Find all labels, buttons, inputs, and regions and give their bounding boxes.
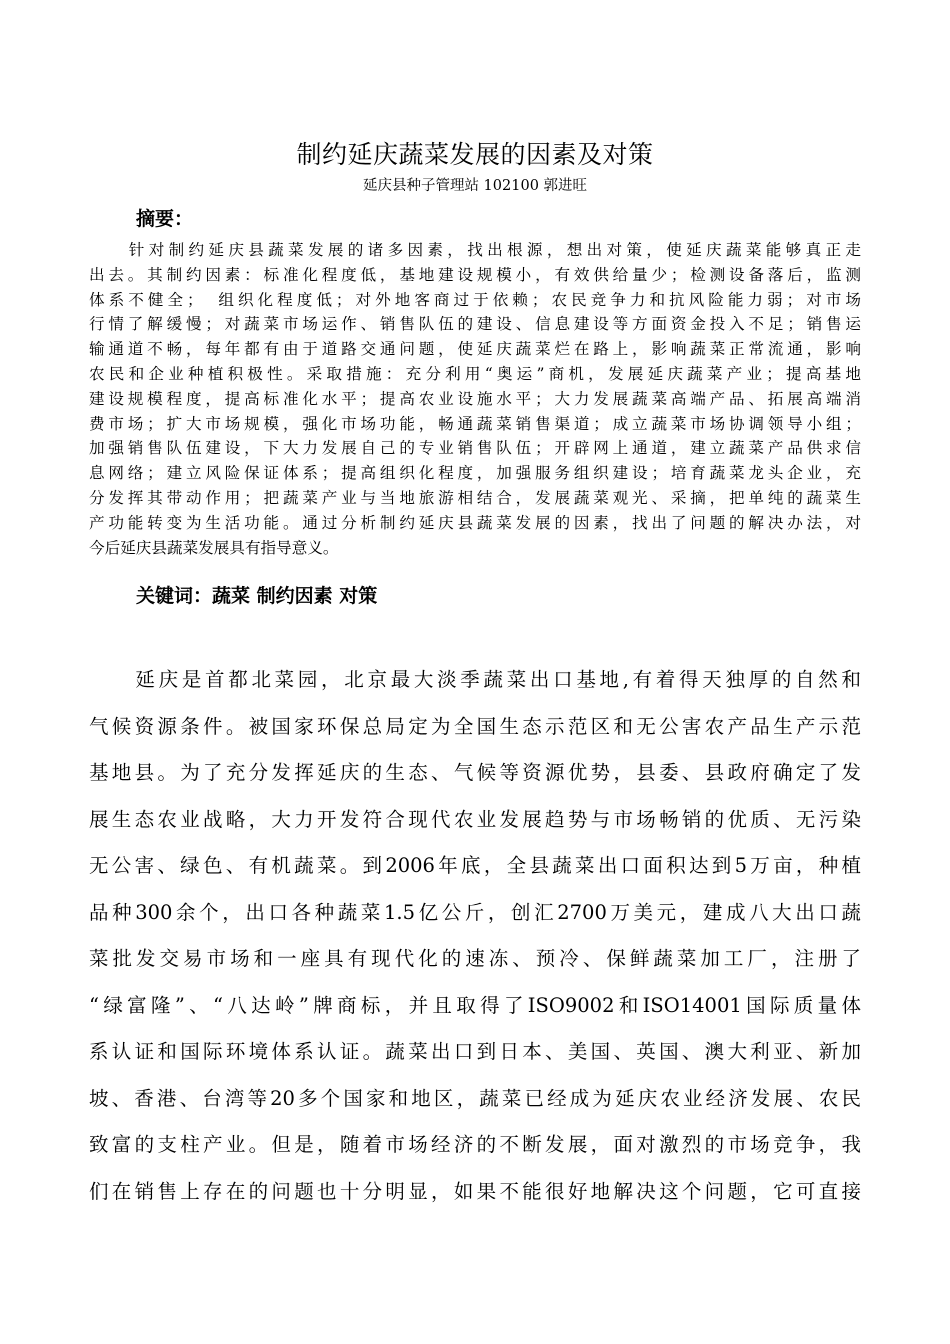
- abstract-line: 行情了解缓慢；对蔬菜市场运作、销售队伍的建设、信息建设等方面资金投入不足；销售运: [89, 315, 861, 334]
- body-line: 基地县。为了充分发挥延庆的生态、气候等资源优势，县委、县政府确定了发: [89, 761, 861, 784]
- abstract-line: 产功能转变为生活功能。通过分析制约延庆县蔬菜发展的因素，找出了问题的解决办法，对: [89, 513, 861, 532]
- body-line: 无公害、绿色、有机蔬菜。到2006年底，全县蔬菜出口面积达到5万亩，种植: [89, 854, 861, 877]
- body-line: 气候资源条件。被国家环保总局定为全国生态示范区和无公害农产品生产示范: [89, 714, 861, 738]
- abstract-line: 分发挥其带动作用；把蔬菜产业与当地旅游相结合，发展蔬菜观光、采摘，把单纯的蔬菜生: [89, 488, 861, 507]
- body-line: 延庆是首都北菜园，北京最大淡季蔬菜出口基地,有着得天独厚的自然和: [89, 668, 861, 691]
- abstract-line: 体系不健全； 组织化程度低；对外地客商过于依赖；农民竞争力和抗风险能力弱；对市场: [89, 290, 861, 309]
- body-line: 菜批发交易市场和一座具有现代化的速冻、预冷、保鲜蔬菜加工厂，注册了: [89, 947, 861, 970]
- abstract-heading: 摘要：: [136, 208, 194, 230]
- body-line: 品种300余个，出口各种蔬菜1.5亿公斤，创汇2700万美元，建成八大出口蔬: [89, 900, 861, 924]
- abstract-paragraph: [89, 238, 861, 560]
- abstract-line: 息网络；建立风险保证体系；提高组织化程度，加强服务组织建设；培育蔬菜龙头企业，充: [89, 464, 861, 483]
- abstract-line: 出去。其制约因素：标准化程度低，基地建设规模小，有效供给量少；检测设备落后，监测: [89, 265, 861, 284]
- abstract-line: 今后延庆县蔬菜发展具有指导意义。: [89, 538, 339, 557]
- body-line: 致富的支柱产业。但是，随着市场经济的不断发展，面对激烈的市场竞争，我: [89, 1133, 861, 1156]
- abstract-line: 针对制约延庆县蔬菜发展的诸多因素，找出根源，想出对策，使延庆蔬菜能够真正走: [89, 241, 861, 259]
- keywords-line: 关键词：蔬菜 制约因素 对策: [136, 585, 378, 607]
- body-line: 们在销售上存在的问题也十分明显，如果不能很好地解决这个问题，它可直接: [89, 1179, 861, 1203]
- abstract-line: 加强销售队伍建设，下大力发展自己的专业销售队伍；开辟网上通道，建立蔬菜产品供求信: [89, 439, 861, 458]
- abstract-line: 输通道不畅，每年都有由于道路交通问题，使延庆蔬菜烂在路上，影响蔬菜正常流通，影响: [89, 340, 861, 359]
- abstract-line: 农民和企业种植积极性。采取措施：充分利用“奥运”商机，发展延庆蔬菜产业；提高基地: [89, 364, 861, 383]
- body-line: 坡、香港、台湾等20多个国家和地区，蔬菜已经成为延庆农业经济发展、农民: [89, 1086, 861, 1110]
- body-line: “绿富隆”、“八达岭”牌商标，并且取得了ISO9002和ISO14001国际质量体: [89, 993, 861, 1017]
- abstract-line: 费市场；扩大市场规模，强化市场功能，畅通蔬菜销售渠道；成立蔬菜市场协调领导小组；: [89, 414, 861, 433]
- document-title: 制约延庆蔬菜发展的因素及对策: [296, 140, 654, 169]
- body-line: 系认证和国际环境体系认证。蔬菜出口到日本、美国、英国、澳大利亚、新加: [89, 1040, 861, 1063]
- body-line: 展生态农业战略，大力开发符合现代农业发展趋势与市场畅销的优质、无污染: [89, 807, 861, 831]
- body-paragraph: [89, 657, 861, 1215]
- author-affiliation: 延庆县种子管理站 102100 郭进旺: [362, 178, 588, 194]
- abstract-line: 建设规模程度，提高标准化水平；提高农业设施水平；大力发展蔬菜高端产品、拓展高端消: [89, 389, 861, 408]
